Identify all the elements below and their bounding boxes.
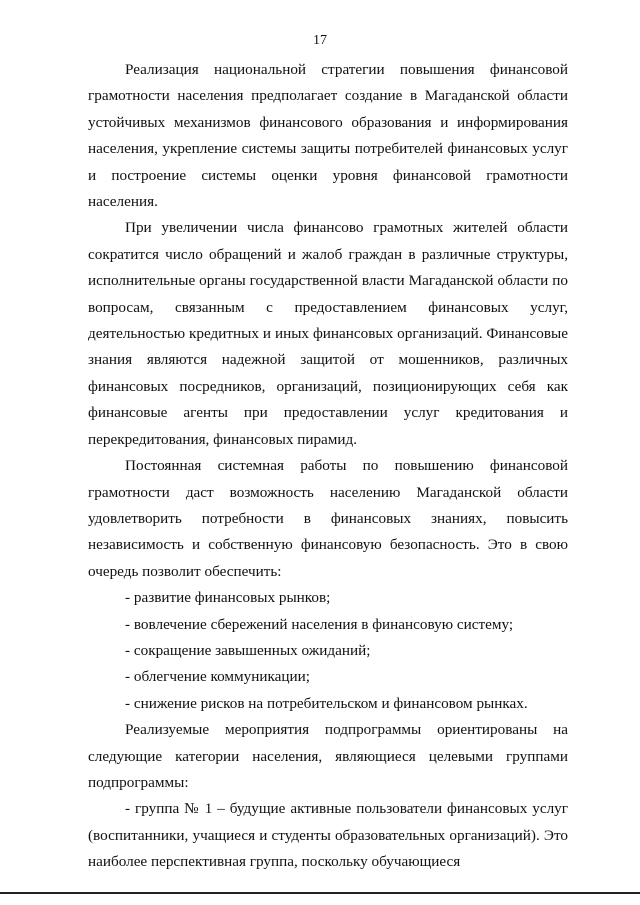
paragraph-target-groups: Реализуемые мероприятия подпрограммы ориентированы на следующие категории населения, являющиеся целевыми группами подпрограммы: [88,721,568,791]
list-item: - развитие финансовых рынков; [125,589,331,607]
document-body [88,57,568,876]
paragraph-benefits: При увеличении числа финансово грамотных жителей области сократится число обращений и жалоб граждан в различные структуры, исполнительные органы государственной власти Магаданской области по вопросам, связанным с предоставлением финансовых услуг, деятельностью кредитных и иных финансовых организаций. Финансовые знания являются надежной защитой от мошенников, различных финансовых посредников, организаций, позиционирующих себя как финансовые агенты при предоставлении услуг кредитования и перекредитования, финансовых пирамид. [88,219,568,448]
list-item: - вовлечение сбережений населения в финансовую систему; [125,615,514,633]
paragraph-strategy: Реализация национальной стратегии повышения финансовой грамотности населения предполагает создание в Магаданской области устойчивых механизмов финансового образования и информирования населения, укрепление системы защиты потребителей финансовых услуг и построение системы оценки уровня финансовой грамотности населения. [88,61,568,211]
bottom-border-line [0,892,640,894]
list-item: - сокращение завышенных ожиданий; [125,641,371,659]
paragraph-ongoing-work: Постоянная системная работы по повышению финансовой грамотности даст возможность населению Магаданской области удовлетворить потребности в финансовых знаниях, повысить независимость и собственную финансовую безопасность. Это в свою очередь позволит обеспечить: [88,457,568,580]
list-item: - облегчение коммуникации; [125,668,310,686]
page-number: 17 [313,33,327,48]
list-item: - снижение рисков на потребительском и финансовом рынках. [125,694,528,712]
paragraph-group-1: - группа № 1 – будущие активные пользователи финансовых услуг (воспитанники, учащиеся и студенты образовательных организаций). Это наиболее перспективная группа, поскольку обучающиеся [88,800,568,871]
